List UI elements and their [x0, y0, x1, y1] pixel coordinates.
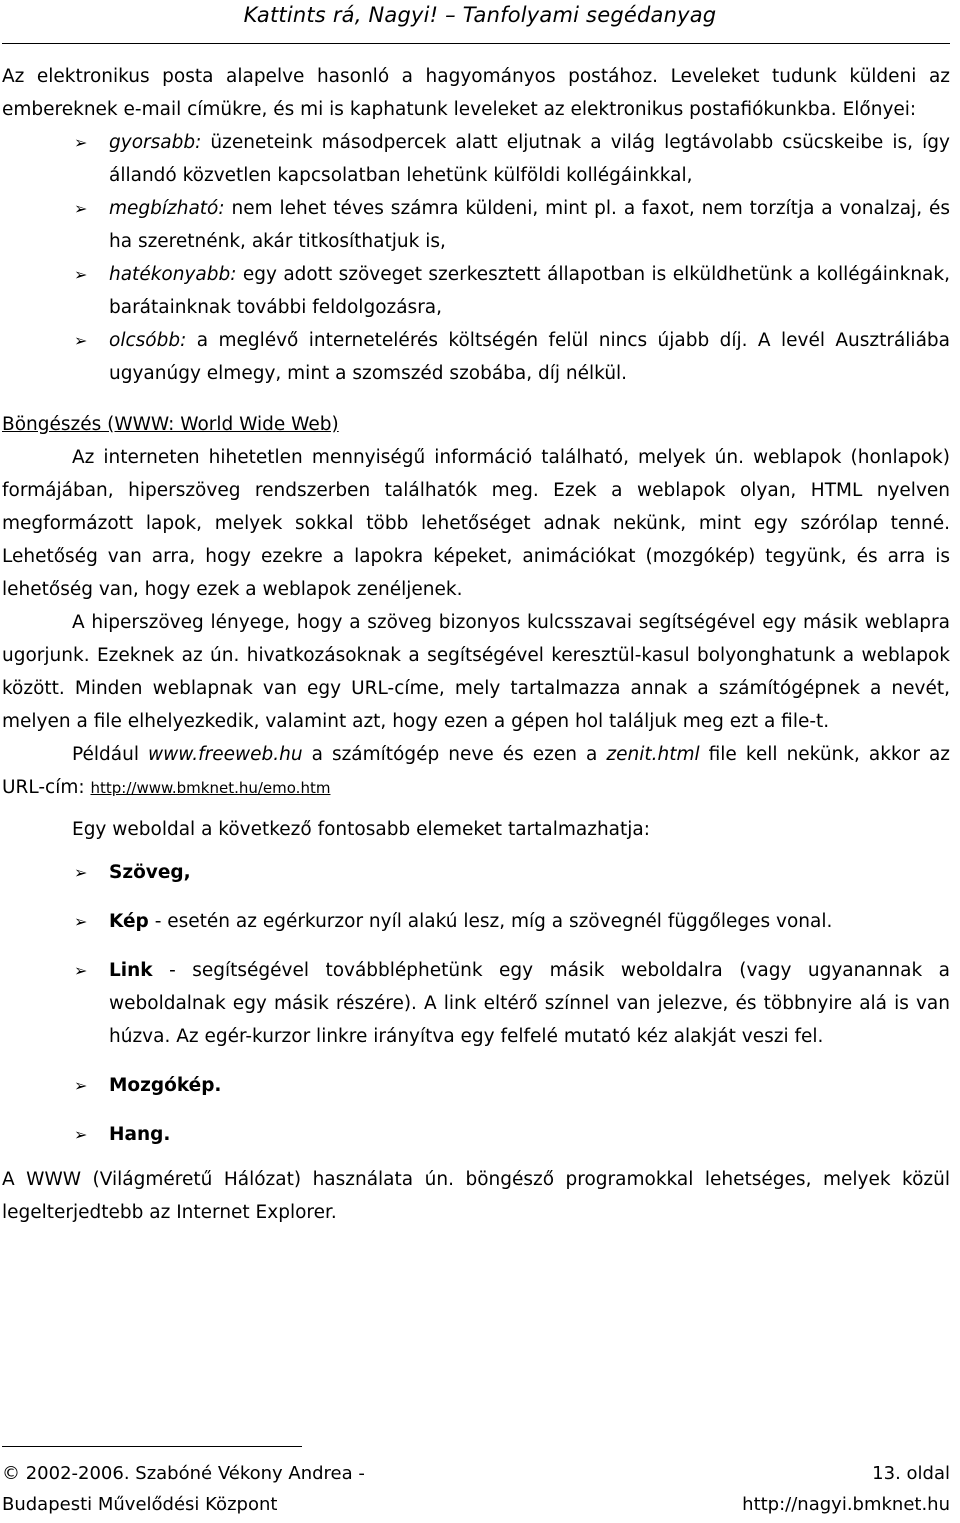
example-text: file kell nekünk, akkor az URL-cím: — [2, 744, 951, 798]
element-name: Hang. — [109, 1124, 171, 1145]
list-item — [2, 126, 950, 192]
arrowhead-bullet-icon: ➢ — [74, 199, 88, 218]
footer-row-2 — [2, 1492, 950, 1518]
element-name: Link — [109, 960, 153, 981]
example-file: zenit.html — [606, 744, 700, 765]
email-advantages-list — [2, 126, 950, 390]
element-text: - segítségével továbbléphetünk egy másik weboldalra (vagy ugyanannak a weboldalnak egy másik részére). A link eltérő színnel van jelezve, és többnyire alá is van húzva. Az egér-kurzor linkre irányítva egy felfelé mutató kéz alakját veszi fel. — [109, 960, 950, 1047]
header-title: Kattints rá, Nagyi! – Tanfolyami segédanyag — [243, 3, 717, 27]
www-closing-paragraph: A WWW (Világméretű Hálózat) használata ún. böngésző programokkal lehetséges, melyek közül legelterjedtebb az Internet Explorer. — [2, 1169, 950, 1223]
list-item — [2, 192, 950, 258]
advantage-text: üzeneteink másodpercek alatt eljutnak a világ legtávolabb csücskeibe is, így állandó közvetlen kapcsolatban lehetünk külföldi kollégáinkkal, — [109, 132, 950, 186]
section-title-www: Böngészés (WWW: World Wide Web) — [2, 414, 339, 435]
arrowhead-bullet-icon: ➢ — [74, 1125, 88, 1144]
list-item — [2, 1118, 950, 1151]
arrowhead-bullet-icon: ➢ — [74, 912, 88, 931]
elements-intro: Egy weboldal a következő fontosabb elemeket tartalmazhatja: — [72, 819, 650, 840]
url-example-paragraph — [2, 738, 950, 805]
element-name: Szöveg, — [109, 862, 191, 883]
arrowhead-bullet-icon: ➢ — [74, 265, 88, 284]
list-item — [2, 324, 950, 390]
element-name: Mozgókép. — [109, 1075, 222, 1096]
email-intro: Az elektronikus posta alapelve hasonló a hagyományos postához. Leveleket tudunk küldeni az embereknek e-mail címükre, és mi is kaphatunk leveleket az elektronikus postafiókunkba. Előnyei: — [2, 66, 950, 120]
www-paragraph-1: Az interneten hihetetlen mennyiségű információ található, melyek ún. weblapok (honlapok) formájában, hiperszöveg rendszerben találhatók meg. Ezek a weblapok olyan, HTML nyelven megformázott lapok, melyek sokkal több lehetőséget adnak nekünk, mint egy szórólap tenné. Lehetőség van arra, hogy ezekre a lapokra képeket, animációkat (mozgókép) tegyünk, és arra is lehetőség van, hogy ezek a weblapok zenéljenek. — [2, 447, 950, 600]
list-item — [2, 1069, 950, 1102]
example-text: a számítógép neve és ezen a — [302, 744, 607, 765]
example-url-link[interactable]: http://www.bmknet.hu/emo.htm — [90, 779, 331, 797]
element-text: - esetén az egérkurzor nyíl alakú lesz, míg a szövegnél függőleges vonal. — [148, 911, 833, 932]
arrowhead-bullet-icon: ➢ — [74, 1076, 88, 1095]
list-item — [2, 905, 950, 938]
footer-row-1 — [2, 1461, 950, 1487]
arrowhead-bullet-icon: ➢ — [74, 961, 88, 980]
advantage-text: egy adott szöveget szerkesztett állapotban is elküldhetünk a kollégáinknak, barátainknak további feldolgozásra, — [109, 264, 950, 318]
arrowhead-bullet-icon: ➢ — [74, 331, 88, 350]
arrowhead-bullet-icon: ➢ — [74, 133, 88, 152]
arrowhead-bullet-icon: ➢ — [74, 863, 88, 882]
element-name: Kép — [109, 911, 149, 932]
list-item — [2, 258, 950, 324]
main-content — [2, 60, 950, 1229]
footer-copyright: © 2002-2006. Szabóné Vékony Andrea - — [2, 1463, 365, 1484]
page-header — [0, 0, 960, 40]
advantage-text: a meglévő internetelérés költségén felül nincs újabb díj. A levél Ausztráliába ugyanúgy elmegy, mint a szomszéd szobába, díj nélkül. — [109, 330, 950, 384]
footer-organization: Budapesti Művelődési Központ — [2, 1494, 278, 1515]
header-rule — [2, 43, 950, 44]
advantage-term: megbízható: — [109, 198, 225, 219]
www-paragraph-2: A hiperszöveg lényege, hogy a szöveg bizonyos kulcsszavai segítségével egy másik weblapra ugorjunk. Ezeknek az ún. hivatkozásoknak a segítségével keresztül-kasul bolyonghatunk a weblapok között. Minden weblapnak van egy URL-címe, mely tartalmazza annak a számítógépnek a nevét, melyen a file elhelyezkedik, valamint azt, hogy ezen a gépen hol találjuk meg ezt a file-t. — [2, 612, 950, 732]
advantage-term: olcsóbb: — [109, 330, 187, 351]
list-item — [2, 856, 950, 889]
list-item — [2, 954, 950, 1053]
advantage-text: nem lehet téves számra küldeni, mint pl. a faxot, nem torzítja a vonalzaj, és ha szeretnénk, akár titkosíthatjuk is, — [109, 198, 950, 252]
page-number: 13. oldal — [872, 1463, 950, 1484]
example-host: www.freeweb.hu — [148, 744, 303, 765]
footer-site-link[interactable]: http://nagyi.bmknet.hu — [742, 1494, 950, 1515]
advantage-term: gyorsabb: — [109, 132, 202, 153]
footer-rule — [2, 1446, 302, 1447]
advantage-term: hatékonyabb: — [109, 264, 237, 285]
example-text: Például — [72, 744, 148, 765]
web-elements-list — [2, 856, 950, 1151]
